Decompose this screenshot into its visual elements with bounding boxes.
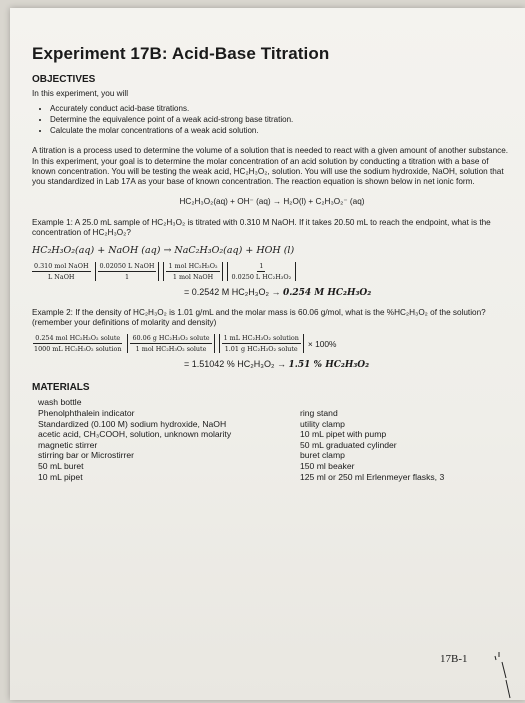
material-item: ring stand bbox=[300, 408, 338, 419]
material-item: stirring bar or Microstirrer bbox=[38, 450, 134, 461]
example2-bracket-group bbox=[127, 334, 214, 353]
fraction-denominator: 1 mol NaOH bbox=[172, 272, 214, 281]
material-item bbox=[300, 397, 512, 408]
page-content bbox=[32, 44, 512, 482]
handwritten-marks-icon bbox=[492, 648, 512, 703]
arrow-icon: → bbox=[276, 359, 286, 370]
material-item: buret clamp bbox=[300, 450, 345, 461]
example2-fraction bbox=[130, 334, 211, 353]
fraction-numerator: 0.310 mol NaOH bbox=[34, 261, 89, 270]
fraction-denominator: 1 mol HC₂H₃O₂ solute bbox=[135, 345, 207, 354]
fraction-numerator: 60.06 g HC₂H₃O₂ solute bbox=[132, 334, 210, 343]
fraction-denominator: 1 bbox=[124, 272, 130, 281]
worksheet-page bbox=[10, 8, 525, 700]
example2-fraction bbox=[32, 334, 123, 353]
page-title: Experiment 17B: Acid-Base Titration bbox=[32, 44, 330, 63]
fraction-denominator: 1000 mL HC₂H₃O₂ solution bbox=[34, 345, 122, 354]
example1-equation: HC₂H₃O₂(aq) + NaOH (aq) → NaC₂H₃O₂(aq) + HOH (l) bbox=[32, 244, 295, 256]
fraction-numerator: 1 mol HC₂H₃O₂ bbox=[168, 261, 218, 270]
objectives-intro: In this experiment, you will bbox=[32, 89, 129, 98]
example1-bracket-group bbox=[227, 262, 297, 281]
example2-bracket-group bbox=[219, 334, 304, 353]
fraction-denominator: L NaOH bbox=[48, 272, 75, 281]
materials-list bbox=[32, 397, 512, 482]
example2-fraction bbox=[222, 334, 301, 353]
material-item: 150 ml beaker bbox=[300, 461, 355, 471]
material-item: Phenolphthalein indicator bbox=[38, 408, 135, 419]
material-item: 50 mL buret bbox=[38, 461, 84, 471]
example1-fraction bbox=[166, 262, 219, 281]
example2-result bbox=[32, 359, 512, 370]
example1-result-answer: 0.254 M HC₂H₃O₂ bbox=[282, 287, 372, 298]
objectives-list bbox=[32, 104, 512, 136]
materials-heading: MATERIALS bbox=[32, 382, 90, 394]
example2-text: Example 2: If the density of HC₂H₃O₂ is 1.01 g/mL and the molar mass is 60.06 g/mol, what is the %HC₂H₃O₂ of the solution? (remember your definitions of molarity and density) bbox=[32, 307, 486, 328]
page-number: 17B-1 bbox=[440, 653, 468, 665]
fraction-numerator: 0.254 mol HC₂H₃O₂ solute bbox=[35, 334, 121, 343]
example1-result bbox=[32, 287, 512, 298]
fraction-denominator: 1.01 g HC₂H₃O₂ solute bbox=[224, 345, 298, 354]
materials-right-column bbox=[300, 397, 512, 482]
example1-bracket-group bbox=[163, 262, 222, 281]
material-item: wash bottle bbox=[38, 397, 82, 408]
material-item: 50 mL graduated cylinder bbox=[300, 439, 397, 450]
material-item: magnetic stirrer bbox=[38, 439, 98, 450]
intro-paragraph: A titration is a process used to determine the volume of a solution that is needed to react with a given amount of another substance. In this experiment, your goal is to determine the molar concentration of an acid solution by conducting a titration with a base of known concentration. You will be testing the weak acid, HC₂H₃O₂, solution. You will use the sodium hydroxide, NaOH, solution that you standardized in Lab 17A as your base of known concentration. The reaction equation is shown below in net ionic form. bbox=[32, 146, 509, 187]
fraction-numerator: 0.02050 L NaOH bbox=[99, 261, 155, 270]
example1-fraction bbox=[32, 262, 91, 281]
objectives-heading: OBJECTIVES bbox=[32, 74, 96, 85]
fraction-numerator: 1 bbox=[259, 261, 264, 270]
objective-item: • Calculate the molar concentrations of a weak acid solution. bbox=[50, 126, 512, 137]
material-item: 10 mL pipet bbox=[38, 471, 83, 482]
example1-result-value: = 0.2542 M HC₂H₃O₂ bbox=[184, 286, 269, 297]
example1-calculation bbox=[32, 262, 512, 281]
example1-bracket-group bbox=[95, 262, 160, 281]
material-item: acetic acid, CH₃COOH, solution, unknown molarity bbox=[38, 429, 232, 440]
example2-multiplier: × 100% bbox=[307, 338, 337, 349]
objective-item: • Accurately conduct acid-base titrations. bbox=[50, 104, 512, 115]
material-item: Standardized (0.100 M) sodium hydroxide, NaOH bbox=[38, 418, 227, 429]
material-item: utility clamp bbox=[300, 418, 345, 429]
fraction-denominator: 0.0250 L HC₂H₃O₂ bbox=[231, 272, 292, 281]
fraction-numerator: 1 mL HC₂H₃O₂ solution bbox=[223, 334, 299, 343]
example1-fraction bbox=[98, 262, 157, 281]
material-item: 125 ml or 250 ml Erlenmeyer flasks, 3 bbox=[300, 471, 445, 482]
example1-text: Example 1: A 25.0 mL sample of HC₂H₃O₂ is titrated with 0.310 M NaOH. If it takes 20.50 mL to reach the endpoint, what is the concentration of HC₂H₃O₂? bbox=[32, 217, 491, 238]
arrow-icon: → bbox=[271, 286, 281, 297]
example1-fraction bbox=[230, 262, 294, 281]
net-ionic-equation: HC₂H₃O₂(aq) + OH⁻ (aq) → H₂O(l) + C₂H₃O₂⁻ (aq) bbox=[179, 196, 365, 206]
objective-item: • Determine the equivalence point of a weak acid-strong base titration. bbox=[50, 115, 512, 126]
example2-calculation bbox=[32, 334, 512, 353]
example2-result-value: = 1.51042 % HC₂H₃O₂ bbox=[184, 359, 275, 370]
example2-result-answer: 1.51 % HC₂H₃O₂ bbox=[288, 360, 370, 371]
material-item: 10 mL pipet with pump bbox=[300, 429, 387, 440]
materials-left-column bbox=[32, 397, 300, 482]
